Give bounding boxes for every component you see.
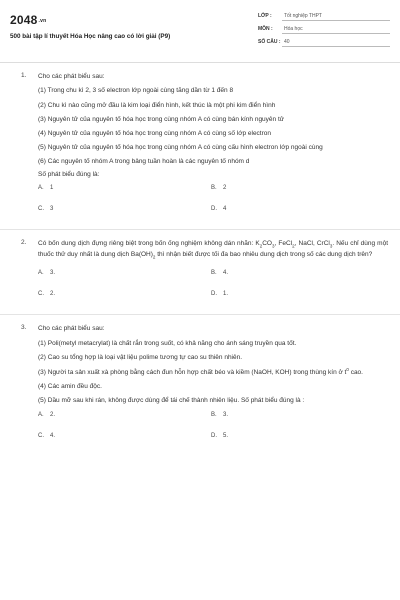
option-c[interactable]: C. 2. (38, 291, 56, 298)
question-2 (0, 239, 400, 306)
page-header (0, 0, 400, 62)
statement: (5) Dầu mỡ sau khi rán, không được dùng để tái chế thành nhiên liệu. Số phát biểu đúng là : (38, 397, 305, 405)
question-stem: Có bốn dung dịch đựng riêng biệt trong bốn ống nghiệm không dán nhãn: $K_2CO_3$, FeCl$_2$, NaCl, CrCl$_3$. Nếu chỉ dùng một thuốc thử duy nhất là dung dịch $Ba(OH)_2$ thì nhận biết được tối đa bao nhiêu dung dịch trong số các dung dịch trên? (38, 239, 388, 259)
statement: (4) Các amin đều độc. (38, 383, 102, 391)
statement: (2) Chu kì nào cũng mở đầu là kim loại điển hình, kết thúc là một phi kim điển hình (38, 101, 276, 109)
site-logo[interactable] (10, 13, 46, 27)
statement: (4) Nguyên tử của nguyên tố hóa học trong cùng nhóm A có cùng số lớp electron (38, 129, 272, 137)
question-3 (0, 324, 400, 448)
question-divider (0, 229, 400, 230)
answer-prompt: Số phát biểu đúng là: (38, 170, 100, 178)
statement: (5) Nguyên tử của nguyên tố hóa học trong cùng nhóm A có cùng cấu hình electron lớp ngoài cùng (38, 143, 323, 151)
option-a[interactable]: A. 2. (38, 412, 56, 419)
statement: (1) Poli(metyl metacrylat) là chất rắn trong suốt, có khả năng cho ánh sáng truyền qua tốt. (38, 339, 297, 347)
meta-label: LỚP : (258, 13, 272, 19)
meta-label: MÔN : (258, 26, 273, 32)
logo-text: 2048 (10, 13, 38, 27)
question-divider (0, 314, 400, 315)
option-b[interactable]: B. 2 (211, 184, 227, 191)
meta-value: Tốt nghiệp THPT (282, 13, 390, 21)
question-number: 2. (21, 238, 27, 246)
statement: (2) Cao su tổng hợp là loại vật liệu polime tương tự cao su thiên nhiên. (38, 353, 243, 361)
meta-row-class (258, 13, 390, 23)
question-stem: Cho các phát biểu sau: (38, 73, 105, 80)
question-stem: Cho các phát biểu sau: (38, 325, 105, 333)
question-1 (0, 72, 400, 221)
option-d[interactable]: D. 1. (211, 291, 229, 298)
answer-options (38, 185, 388, 221)
option-d[interactable]: D. 4 (211, 205, 227, 212)
option-b[interactable]: B. 4. (211, 270, 229, 277)
statement: (3) Nguyên tử của nguyên tố hóa học trong cùng nhóm A có cùng bán kính nguyên tử (38, 115, 285, 123)
statement: (1) Trong chu kì 2, 3 số electron lớp ngoài cùng tăng dần từ 1 đến 8 (38, 87, 234, 95)
option-a[interactable]: A. 3. (38, 270, 56, 277)
option-d[interactable]: D. 5. (211, 433, 229, 440)
meta-row-count (258, 39, 390, 49)
question-list (0, 72, 400, 448)
statement: (3) Người ta sản xuất xà phòng bằng cách đun hỗn hợp chất béo và kiềm (NaOH, KOH) trong thùng kín ở $t^0$ cao. (38, 366, 363, 376)
answer-options (38, 270, 388, 306)
answer-options (38, 412, 388, 448)
option-c[interactable]: C. 3 (38, 205, 54, 212)
document-title: 500 bài tập lí thuyết Hóa Học nâng cao có lời giải (P9) (10, 33, 171, 40)
option-b[interactable]: B. 3. (211, 412, 229, 419)
meta-value: Hóa học (282, 26, 390, 34)
document-meta (258, 13, 390, 52)
statement: (6) Các nguyên tố nhóm A trong bảng tuần hoàn là các nguyên tố nhóm d (38, 157, 250, 165)
option-a[interactable]: A. 1 (38, 184, 54, 191)
option-c[interactable]: C. 4. (38, 433, 56, 440)
meta-label: SỐ CÂU : (258, 39, 281, 45)
question-number: 3. (21, 324, 27, 332)
question-number: 1. (21, 72, 27, 79)
meta-value: 40 (282, 39, 390, 47)
header-divider (0, 62, 400, 63)
logo-suffix: .vn (38, 17, 47, 24)
meta-row-subject (258, 26, 390, 36)
